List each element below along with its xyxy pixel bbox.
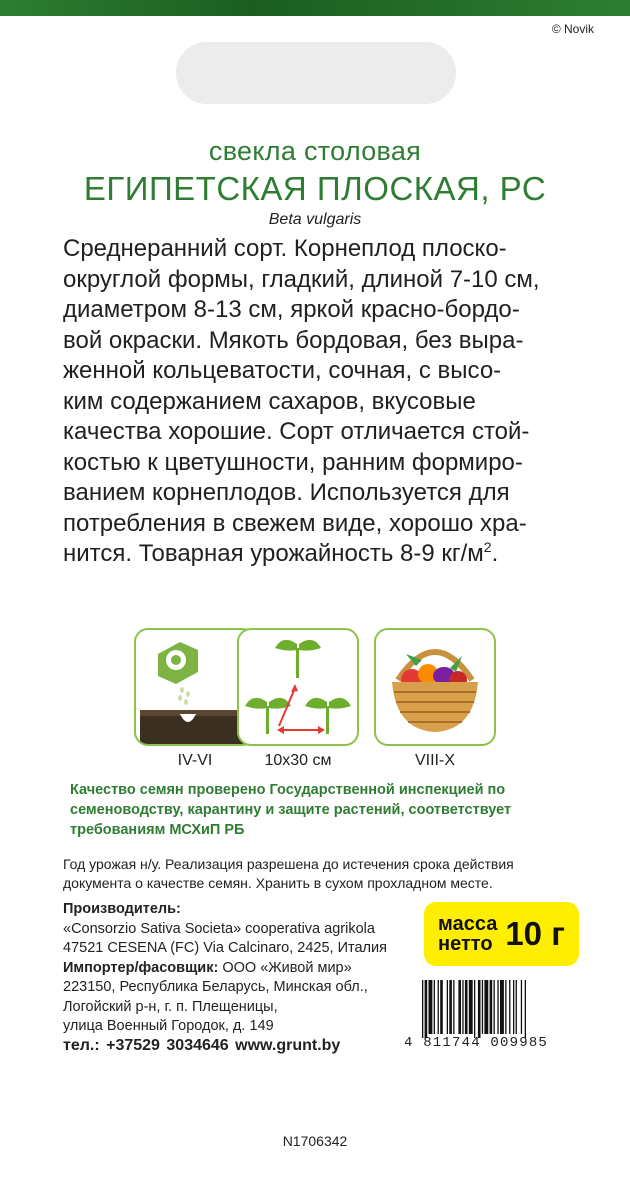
description-line: женной кольцеватости, сочная, с высо- xyxy=(63,357,502,384)
description-line: ким содержанием сахаров, вкусовые xyxy=(63,387,476,415)
batch-code: N1706342 xyxy=(282,1133,348,1149)
producer-heading: Производитель: xyxy=(63,901,181,917)
barcode-bar xyxy=(453,980,454,1034)
barcode-bar xyxy=(509,980,510,1034)
barcode-bar xyxy=(449,980,452,1034)
barcode-bar xyxy=(500,980,504,1034)
copyright-text: © Novik xyxy=(551,22,594,36)
barcode-bar xyxy=(497,980,498,1034)
importer-line: 223150, Республика Беларусь, Минская обл., xyxy=(63,979,368,995)
barcode-bar xyxy=(490,980,493,1034)
spacing-label: 10x30 см xyxy=(264,752,332,769)
barcode-number: 4 811744 009985 xyxy=(404,1035,549,1051)
superscript: 2 xyxy=(483,539,492,555)
harvest-basket-icon xyxy=(374,628,496,746)
producer-line: «Consorzio Sativa Societa» cooperativa agrikola xyxy=(63,920,375,937)
barcode-bar xyxy=(478,980,481,1038)
importer-name: ООО «Живой мир» xyxy=(218,959,352,976)
sowing-period-label: IV-VI xyxy=(177,752,213,769)
producer-line: 47521 CESENA (FC) Via Calcinaro, 2425, Италия xyxy=(63,940,387,956)
description-line: Среднеранний сорт. Корнеплод плоско- xyxy=(63,235,507,262)
contacts: тел.: +37529 3034646 www.grunt.by xyxy=(63,1037,341,1054)
variety-description xyxy=(63,234,575,570)
barcode-bar xyxy=(505,980,506,1034)
description-line: костью к цветушности, ранним формиро- xyxy=(63,448,523,476)
quality-statement: Качество семян проверено Государственной инспекцией по семеноводству, карантину и защите растений, соответствует требованиям МСХиП РБ xyxy=(70,782,512,838)
barcode-bar xyxy=(422,980,423,1038)
barcode-bar xyxy=(494,980,495,1034)
mass-label-line: нетто xyxy=(438,933,493,955)
yield-text: нится. Товарная урожайность 8-9 кг/м xyxy=(63,540,484,567)
product-subtitle: свекла столовая xyxy=(208,136,422,166)
barcode-bar xyxy=(513,980,514,1034)
description-line: вой окраски. Мякоть бордовая, без выра- xyxy=(63,326,524,354)
description-line: потребления в свежем виде, хорошо хра- xyxy=(63,509,527,537)
barcode-bar xyxy=(425,980,428,1038)
top-green-stripe xyxy=(0,0,630,16)
importer-line: Логойский р-н, г. п. Плещеницы, xyxy=(63,998,278,1015)
description-line: ванием корнеплодов. Используется для xyxy=(63,479,510,506)
mass-value: 10 г xyxy=(505,915,565,952)
barcode-bar xyxy=(465,980,468,1034)
mass-label xyxy=(438,914,497,954)
barcode-bar xyxy=(525,980,526,1038)
net-mass-badge xyxy=(424,902,579,966)
barcode-bar xyxy=(521,980,522,1034)
barcode-bar xyxy=(484,980,488,1034)
storage-note: Год урожая н/у. Реализация разрешена до истечения срока действия документа о качестве семян. Хранить в сухом прохладном месте. xyxy=(63,856,514,891)
barcode-bar xyxy=(474,980,475,1038)
mass-label-line: масса xyxy=(438,913,498,935)
barcode-bar xyxy=(438,980,439,1034)
importer-heading: Импортер/фасовщик: xyxy=(63,959,219,976)
spacing-icon xyxy=(237,628,359,746)
description-line: округлой формы, гладкий, длиной 7-10 см, xyxy=(63,265,540,293)
period: . xyxy=(491,540,499,567)
barcode-bar xyxy=(482,980,483,1034)
hang-hole xyxy=(176,42,456,104)
product-title: ЕГИПЕТСКАЯ ПЛОСКАЯ, РС xyxy=(83,170,547,207)
importer-line: улица Военный Городок, д. 149 xyxy=(63,1018,274,1034)
barcode-bar xyxy=(462,980,463,1034)
description-line: качества хорошие. Сорт отличается стой- xyxy=(63,418,530,445)
barcode-bar xyxy=(516,980,517,1034)
barcode xyxy=(420,980,588,1038)
barcode-bar xyxy=(447,980,448,1034)
barcode-bar xyxy=(429,980,433,1034)
description-line: диаметром 8-13 см, яркой красно-бордо- xyxy=(63,296,520,323)
harvest-period-label: VIII-X xyxy=(414,752,455,769)
barcode-bar xyxy=(434,980,435,1034)
producer-info xyxy=(63,900,413,1037)
barcode-bar xyxy=(469,980,473,1034)
barcode-bar xyxy=(458,980,461,1034)
barcode-bar xyxy=(440,980,443,1034)
description-last-line xyxy=(63,539,575,570)
latin-name: Beta vulgaris xyxy=(268,211,362,228)
